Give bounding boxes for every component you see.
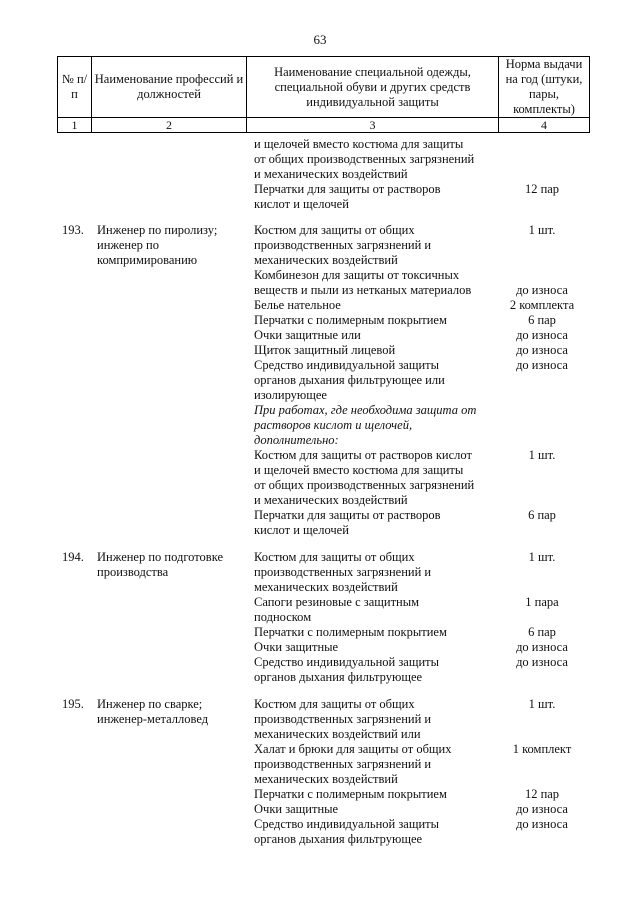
item-line xyxy=(0,268,640,283)
item-text: и щелочей вместо костюма для защиты xyxy=(254,137,464,151)
header-num-2: 2 xyxy=(92,118,247,133)
item-text: Костюм для защиты от общих xyxy=(254,223,415,237)
item-line xyxy=(0,523,640,538)
norm-value: 6 пар xyxy=(528,508,556,522)
item-text: Перчатки с полимерным покрытием xyxy=(254,787,447,801)
page-number: 63 xyxy=(313,32,327,47)
item-line xyxy=(0,197,640,212)
item-line xyxy=(0,463,640,478)
item-text: кислот и щелочей xyxy=(254,523,349,537)
item-text: Очки защитные или xyxy=(254,328,361,342)
item-line xyxy=(0,388,640,403)
item-line xyxy=(0,742,640,757)
norm-value: 1 комплект xyxy=(512,742,572,756)
norm-value: 1 пара xyxy=(525,595,559,609)
item-text: органов дыхания фильтрующее xyxy=(254,832,423,846)
item-line xyxy=(0,712,640,727)
item-line xyxy=(0,817,640,832)
norm-value: 12 пар xyxy=(524,787,560,801)
item-text: Средство индивидуальной защиты xyxy=(254,817,440,831)
item-line xyxy=(0,670,640,685)
item-text: Комбинезон для защиты от токсичных xyxy=(254,268,460,282)
item-text: Костюм для защиты от общих xyxy=(254,697,415,711)
item-line xyxy=(0,565,640,580)
norm-value: до износа xyxy=(516,343,568,357)
item-text: и щелочей вместо костюма для защиты xyxy=(254,463,464,477)
item-text: Костюм для защиты от растворов кислот xyxy=(254,448,472,462)
item-line xyxy=(0,313,640,328)
item-text: от общих производственных загрязнений xyxy=(254,152,475,166)
item-text: Перчатки с полимерным покрытием xyxy=(254,313,447,327)
item-line xyxy=(0,595,640,610)
item-line xyxy=(0,802,640,817)
item-line xyxy=(0,373,640,388)
entry-profession: Инженер по сварке; инженер-металловед xyxy=(97,697,209,726)
item-text: и механических воздействий xyxy=(254,493,408,507)
item-text: дополнительно: xyxy=(254,433,339,447)
entry-profession: Инженер по подготовке производства xyxy=(97,550,224,579)
item-line xyxy=(0,580,640,595)
header-num-1: 1 xyxy=(58,118,92,133)
norm-value: 1 шт. xyxy=(528,550,556,564)
item-line xyxy=(0,832,640,847)
item-text: Перчатки для защиты от растворов xyxy=(254,508,441,522)
norm-value: 6 пар xyxy=(528,313,556,327)
item-line xyxy=(0,418,640,433)
item-line xyxy=(0,137,640,152)
norm-value: 6 пар xyxy=(528,625,556,639)
item-line xyxy=(0,152,640,167)
entry-profession: Инженер по пиролизу; инженер по компримированию xyxy=(97,223,218,267)
entry-number: 194. xyxy=(62,550,84,564)
item-text: производственных загрязнений и xyxy=(254,238,432,252)
norm-value: до износа xyxy=(516,817,568,831)
item-text: механических воздействий xyxy=(254,253,398,267)
item-line xyxy=(0,433,640,448)
item-line xyxy=(0,550,640,565)
item-text: Халат и брюки для защиты от общих xyxy=(254,742,452,756)
item-line xyxy=(0,787,640,802)
norm-value: 1 шт. xyxy=(528,697,556,711)
header-ppe: Наименование специальной одежды, специальной обуви и других средств индивидуальной защиты xyxy=(247,57,499,118)
item-line xyxy=(0,655,640,670)
item-line xyxy=(0,493,640,508)
item-text: Перчатки с полимерным покрытием xyxy=(254,625,447,639)
item-text: Средство индивидуальной защиты xyxy=(254,655,440,669)
norm-value: 2 комплекта xyxy=(509,298,575,312)
header-number: № п/п xyxy=(58,57,92,118)
item-text: производственных загрязнений и xyxy=(254,757,432,771)
item-line xyxy=(0,772,640,787)
item-line xyxy=(0,182,640,197)
item-text: Сапоги резиновые с защитным xyxy=(254,595,420,609)
item-text: растворов кислот и щелочей, xyxy=(254,418,413,432)
item-line xyxy=(0,697,640,712)
item-text: Перчатки для защиты от растворов xyxy=(254,182,441,196)
header-profession: Наименование профессий и должностей xyxy=(92,57,247,118)
item-line xyxy=(0,298,640,313)
item-line xyxy=(0,478,640,493)
item-text: При работах, где необходима защита от xyxy=(254,403,477,417)
norm-value: до износа xyxy=(516,328,568,342)
item-line xyxy=(0,640,640,655)
entry-number: 195. xyxy=(62,697,84,711)
header-num-4: 4 xyxy=(499,118,590,133)
item-line xyxy=(0,238,640,253)
item-line xyxy=(0,223,640,238)
item-text: Белье нательное xyxy=(254,298,341,312)
item-text: Средство индивидуальной защиты xyxy=(254,358,440,372)
item-line xyxy=(0,448,640,463)
entry-number: 193. xyxy=(62,223,84,237)
item-text: кислот и щелочей xyxy=(254,197,349,211)
norm-value: до износа xyxy=(516,655,568,669)
item-text: органов дыхания фильтрующее или xyxy=(254,373,445,387)
item-line xyxy=(0,727,640,742)
item-text: механических воздействий xyxy=(254,580,398,594)
item-line xyxy=(0,167,640,182)
norm-value: 1 шт. xyxy=(528,448,556,462)
item-line xyxy=(0,343,640,358)
norm-value: до износа xyxy=(516,640,568,654)
item-text: изолирующее xyxy=(254,388,327,402)
item-text: Очки защитные xyxy=(254,802,339,816)
item-line xyxy=(0,757,640,772)
item-line xyxy=(0,253,640,268)
item-line xyxy=(0,283,640,298)
item-text: подноском xyxy=(254,610,312,624)
item-text: Очки защитные xyxy=(254,640,339,654)
norm-value: 1 шт. xyxy=(528,223,556,237)
item-line xyxy=(0,625,640,640)
item-text: производственных загрязнений и xyxy=(254,565,432,579)
header-num-3: 3 xyxy=(247,118,499,133)
norm-value: до износа xyxy=(516,802,568,816)
item-line xyxy=(0,403,640,418)
item-text: механических воздействий xyxy=(254,772,398,786)
item-line xyxy=(0,328,640,343)
norm-value: до износа xyxy=(516,283,568,297)
item-line xyxy=(0,610,640,625)
item-text: органов дыхания фильтрующее xyxy=(254,670,423,684)
header-norm: Норма выдачи на год (штуки, пары, комплекты) xyxy=(499,57,590,118)
item-text: Щиток защитный лицевой xyxy=(254,343,396,357)
item-line xyxy=(0,508,640,523)
item-text: Костюм для защиты от общих xyxy=(254,550,415,564)
item-text: от общих производственных загрязнений xyxy=(254,478,475,492)
item-text: веществ и пыли из нетканых материалов xyxy=(254,283,472,297)
item-line xyxy=(0,358,640,373)
norm-value: до износа xyxy=(516,358,568,372)
item-text: механических воздействий или xyxy=(254,727,421,741)
item-text: и механических воздействий xyxy=(254,167,408,181)
item-text: производственных загрязнений и xyxy=(254,712,432,726)
norm-value: 12 пар xyxy=(524,182,560,196)
